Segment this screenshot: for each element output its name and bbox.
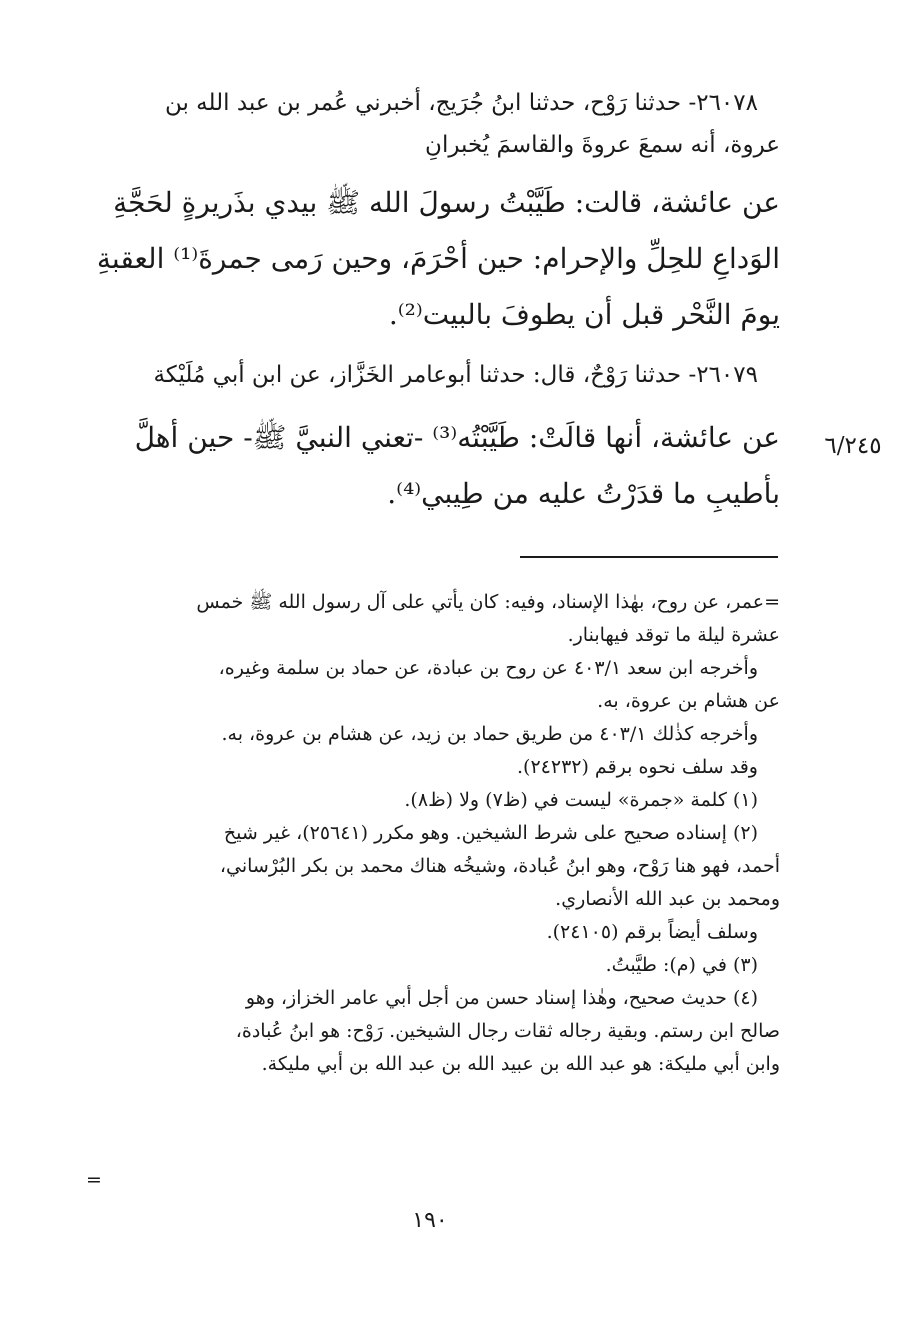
matn-line: بأطيبِ ما قدَرْتُ عليه من طِيبي⁽⁴⁾. xyxy=(387,477,780,510)
footnote-2: (٢) إسناده صحيح على شرط الشيخين. وهو مكرر (٢٥٦٤١)، غير شيخ xyxy=(223,822,758,844)
footnotes xyxy=(80,586,780,1081)
footnote-line: وقد سلف نحوه برقم (٢٤٢٣٢). xyxy=(517,756,758,778)
isnad-line: ٢٦٠٧٨- حدثنا رَوْح، حدثنا ابنُ جُرَيج، أخبرني عُمر بن عبد الله بن xyxy=(164,90,758,116)
footnote-line: وأخرجه ابن سعد ٤٠٣/١ عن روح بن عبادة، عن حماد بن سلمة وغيره، xyxy=(218,657,758,679)
hadith-26078-isnad xyxy=(80,82,780,166)
footnote-line: أحمد، فهو هنا رَوْح، وهو ابنُ عُبادة، وشيخُه هناك محمد بن بكر البُرْساني، xyxy=(219,855,780,877)
isnad-line: ٢٦٠٧٩- حدثنا رَوْحٌ، قال: حدثنا أبوعامر الخَزَّاز، عن ابن أبي مُلَيْكة xyxy=(153,362,758,388)
matn-line: الوَداعِ للحِلِّ والإحرام: حين أحْرَمَ، وحين رَمى جمرةَ⁽¹⁾ العقبةِ xyxy=(96,242,780,275)
margin-volume-page-reference: ٦/٢٤٥ xyxy=(824,433,882,459)
hadith-26078-text xyxy=(80,175,780,343)
isnad-line: عروة، أنه سمعَ عروةَ والقاسمَ يُخبرانِ xyxy=(425,132,780,158)
page-number: ١٩٠ xyxy=(412,1208,448,1233)
footnote-line: عن هشام بن عروة، به. xyxy=(597,690,780,712)
footnote-1: (١) كلمة «جمرة» ليست في (ظ٧) ولا (ظ٨). xyxy=(404,789,758,811)
matn-line: يومَ النَّحْر قبل أن يطوفَ بالبيت⁽²⁾. xyxy=(388,298,780,331)
footnote-divider xyxy=(520,556,778,558)
matn-line: عن عائشة، أنها قالَتْ: طَيَّبْتُه⁽³⁾ -تعني النبيَّ ﷺ- حين أهلَّ xyxy=(134,421,780,454)
footnote-line: عشرة ليلة ما توقد فيهابنار. xyxy=(567,624,780,646)
footnote-line: صالح ابن رستم. وبقية رجاله ثقات رجال الشيخين. رَوْح: هو ابنُ عُبادة، xyxy=(235,1020,780,1042)
footnote-4: (٤) حديث صحيح، وهٰذا إسناد حسن من أجل أبي عامر الخزاز، وهو xyxy=(245,987,758,1009)
hadith-26079-text xyxy=(80,410,780,522)
footnote-line: وابن أبي مليكة: هو عبد الله بن عبيد الله بن عبد الله بن أبي مليكة. xyxy=(261,1053,780,1075)
continuation-mark: = xyxy=(86,1169,102,1191)
footnote-line: وأخرجه كذٰلك ٤٠٣/١ من طريق حماد بن زيد، عن هشام بن عروة، به. xyxy=(221,723,758,745)
matn-line: عن عائشة، قالت: طَيَّبْتُ رسولَ الله ﷺ بيدي بذَريرةٍ لحَجَّةِ xyxy=(113,186,780,219)
hadith-26079-isnad xyxy=(80,354,780,396)
footnote-line: =عمر، عن روح، بهٰذا الإسناد، وفيه: كان يأتي على آل رسول الله ﷺ خمس xyxy=(196,591,780,613)
footnote-line: ومحمد بن عبد الله الأنصاري. xyxy=(555,888,780,910)
footnote-line: وسلف أيضاً برقم (٢٤١٠٥). xyxy=(546,921,758,943)
footnote-3: (٣) في (م): طيَّبتُ. xyxy=(605,954,758,976)
